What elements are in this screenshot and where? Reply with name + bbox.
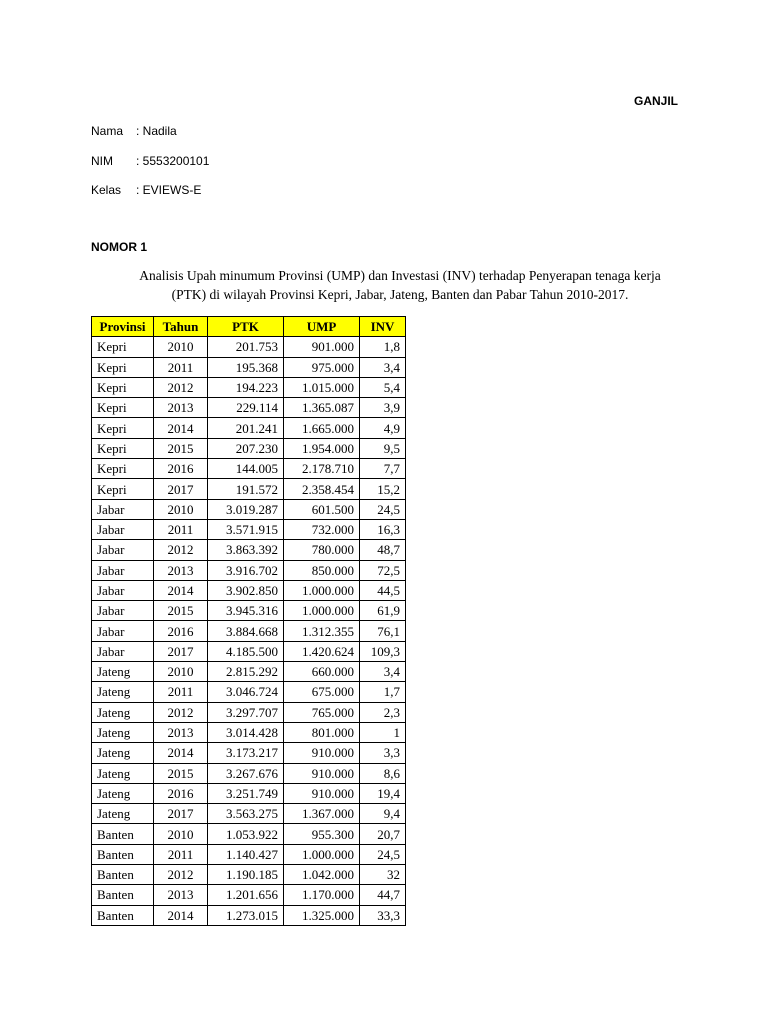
cell-inv: 3,3 (360, 743, 406, 763)
cell-inv: 8,6 (360, 763, 406, 783)
cell-ptk: 3.563.275 (208, 804, 284, 824)
description-line-1: Analisis Upah minumum Provinsi (UMP) dan Investasi (INV) terhadap Penyerapan tenaga kerja (139, 268, 661, 283)
cell-ptk: 1.201.656 (208, 885, 284, 905)
cell-inv: 15,2 (360, 479, 406, 499)
table-row (92, 804, 406, 824)
cell-inv: 4,9 (360, 418, 406, 438)
table-row (92, 844, 406, 864)
cell-ptk: 3.916.702 (208, 560, 284, 580)
cell-tahun: 2010 (154, 499, 208, 519)
cell-tahun: 2010 (154, 662, 208, 682)
table-row (92, 601, 406, 621)
cell-inv: 109,3 (360, 641, 406, 661)
cell-tahun: 2017 (154, 641, 208, 661)
cell-ump: 801.000 (284, 722, 360, 742)
table-row (92, 459, 406, 479)
cell-provinsi: Jateng (92, 804, 154, 824)
cell-inv: 9,5 (360, 438, 406, 458)
cell-tahun: 2017 (154, 479, 208, 499)
cell-provinsi: Banten (92, 905, 154, 925)
cell-ump: 780.000 (284, 540, 360, 560)
cell-ptk: 1.190.185 (208, 865, 284, 885)
cell-provinsi: Jateng (92, 702, 154, 722)
cell-tahun: 2010 (154, 824, 208, 844)
cell-provinsi: Kepri (92, 398, 154, 418)
cell-ptk: 4.185.500 (208, 641, 284, 661)
kelas-line (91, 183, 201, 197)
cell-tahun: 2011 (154, 844, 208, 864)
cell-inv: 1 (360, 722, 406, 742)
cell-provinsi: Banten (92, 844, 154, 864)
table-row (92, 398, 406, 418)
cell-ump: 660.000 (284, 662, 360, 682)
cell-ptk: 3.884.668 (208, 621, 284, 641)
table-row (92, 865, 406, 885)
cell-ump: 910.000 (284, 763, 360, 783)
cell-ptk: 1.273.015 (208, 905, 284, 925)
section-title: NOMOR 1 (91, 240, 148, 254)
description-line-2: (PTK) di wilayah Provinsi Kepri, Jabar, Jateng, Banten dan Pabar Tahun 2010-2017. (171, 287, 629, 302)
cell-inv: 24,5 (360, 844, 406, 864)
cell-inv: 19,4 (360, 783, 406, 803)
cell-ptk: 3.251.749 (208, 783, 284, 803)
header-ganjil: GANJIL (634, 94, 679, 108)
table-row (92, 763, 406, 783)
cell-ump: 1.015.000 (284, 377, 360, 397)
header-ptk: PTK (208, 317, 284, 337)
cell-ptk: 3.297.707 (208, 702, 284, 722)
cell-ptk: 195.368 (208, 357, 284, 377)
nim-line (91, 154, 209, 168)
cell-provinsi: Jabar (92, 560, 154, 580)
cell-inv: 48,7 (360, 540, 406, 560)
cell-ptk: 3.571.915 (208, 519, 284, 539)
table-header-row (92, 317, 406, 337)
cell-tahun: 2012 (154, 702, 208, 722)
cell-provinsi: Jabar (92, 519, 154, 539)
cell-ptk: 3.173.217 (208, 743, 284, 763)
cell-inv: 7,7 (360, 459, 406, 479)
table-row (92, 743, 406, 763)
table-row (92, 682, 406, 702)
cell-ptk: 194.223 (208, 377, 284, 397)
cell-ump: 975.000 (284, 357, 360, 377)
table-row (92, 824, 406, 844)
table-row (92, 479, 406, 499)
cell-tahun: 2014 (154, 418, 208, 438)
cell-inv: 5,4 (360, 377, 406, 397)
cell-ptk: 3.046.724 (208, 682, 284, 702)
cell-inv: 33,3 (360, 905, 406, 925)
cell-ump: 1.420.624 (284, 641, 360, 661)
description (120, 266, 680, 304)
cell-ptk: 1.140.427 (208, 844, 284, 864)
cell-tahun: 2016 (154, 621, 208, 641)
data-table (91, 316, 406, 926)
table-row (92, 337, 406, 357)
cell-provinsi: Jabar (92, 641, 154, 661)
cell-tahun: 2012 (154, 865, 208, 885)
cell-inv: 3,4 (360, 357, 406, 377)
cell-inv: 16,3 (360, 519, 406, 539)
header-provinsi: Provinsi (92, 317, 154, 337)
cell-tahun: 2014 (154, 905, 208, 925)
cell-inv: 1,8 (360, 337, 406, 357)
table-row (92, 519, 406, 539)
cell-ump: 732.000 (284, 519, 360, 539)
cell-ump: 1.954.000 (284, 438, 360, 458)
cell-inv: 44,5 (360, 580, 406, 600)
cell-ptk: 191.572 (208, 479, 284, 499)
cell-provinsi: Jabar (92, 540, 154, 560)
table-row (92, 499, 406, 519)
cell-provinsi: Kepri (92, 357, 154, 377)
cell-provinsi: Jateng (92, 662, 154, 682)
cell-tahun: 2012 (154, 540, 208, 560)
cell-inv: 72,5 (360, 560, 406, 580)
cell-tahun: 2011 (154, 357, 208, 377)
cell-tahun: 2011 (154, 682, 208, 702)
cell-provinsi: Jabar (92, 499, 154, 519)
cell-provinsi: Jabar (92, 621, 154, 641)
table-row (92, 641, 406, 661)
table-row (92, 357, 406, 377)
cell-ptk: 2.815.292 (208, 662, 284, 682)
table-row (92, 560, 406, 580)
cell-ump: 1.000.000 (284, 844, 360, 864)
cell-provinsi: Jateng (92, 722, 154, 742)
cell-tahun: 2013 (154, 560, 208, 580)
cell-inv: 3,9 (360, 398, 406, 418)
cell-provinsi: Kepri (92, 438, 154, 458)
cell-ptk: 3.267.676 (208, 763, 284, 783)
cell-provinsi: Jabar (92, 601, 154, 621)
cell-inv: 1,7 (360, 682, 406, 702)
cell-ump: 1.170.000 (284, 885, 360, 905)
cell-inv: 9,4 (360, 804, 406, 824)
table-row (92, 885, 406, 905)
cell-tahun: 2015 (154, 601, 208, 621)
cell-provinsi: Kepri (92, 479, 154, 499)
cell-ump: 2.178.710 (284, 459, 360, 479)
cell-ptk: 207.230 (208, 438, 284, 458)
cell-provinsi: Banten (92, 885, 154, 905)
cell-ump: 901.000 (284, 337, 360, 357)
table-row (92, 662, 406, 682)
cell-tahun: 2015 (154, 438, 208, 458)
cell-ump: 910.000 (284, 743, 360, 763)
cell-provinsi: Kepri (92, 459, 154, 479)
cell-ptk: 3.945.316 (208, 601, 284, 621)
cell-ump: 850.000 (284, 560, 360, 580)
cell-ump: 1.365.087 (284, 398, 360, 418)
cell-ump: 1.000.000 (284, 601, 360, 621)
cell-ump: 1.000.000 (284, 580, 360, 600)
cell-provinsi: Jateng (92, 682, 154, 702)
cell-ump: 1.325.000 (284, 905, 360, 925)
table-row (92, 438, 406, 458)
cell-tahun: 2010 (154, 337, 208, 357)
nama-label: Nama (91, 124, 124, 138)
table-row (92, 722, 406, 742)
cell-inv: 3,4 (360, 662, 406, 682)
cell-tahun: 2016 (154, 783, 208, 803)
cell-ump: 1.367.000 (284, 804, 360, 824)
cell-ptk: 1.053.922 (208, 824, 284, 844)
table-row (92, 540, 406, 560)
header-ump: UMP (284, 317, 360, 337)
cell-ptk: 3.019.287 (208, 499, 284, 519)
cell-inv: 44,7 (360, 885, 406, 905)
cell-ump: 1.312.355 (284, 621, 360, 641)
cell-provinsi: Kepri (92, 337, 154, 357)
nim-label: NIM (91, 154, 113, 168)
cell-ump: 601.500 (284, 499, 360, 519)
cell-ptk: 201.753 (208, 337, 284, 357)
header-tahun: Tahun (154, 317, 208, 337)
kelas-value: : EVIEWS-E (136, 183, 202, 197)
cell-ump: 955.300 (284, 824, 360, 844)
cell-ump: 765.000 (284, 702, 360, 722)
nim-value: : 5553200101 (136, 154, 210, 168)
cell-ump: 675.000 (284, 682, 360, 702)
table-row (92, 621, 406, 641)
cell-tahun: 2013 (154, 885, 208, 905)
kelas-label: Kelas (91, 183, 122, 197)
cell-ptk: 144.005 (208, 459, 284, 479)
cell-ptk: 201.241 (208, 418, 284, 438)
cell-inv: 61,9 (360, 601, 406, 621)
table-row (92, 783, 406, 803)
nama-line (91, 124, 177, 138)
cell-provinsi: Kepri (92, 418, 154, 438)
cell-tahun: 2014 (154, 743, 208, 763)
cell-provinsi: Banten (92, 824, 154, 844)
cell-inv: 2,3 (360, 702, 406, 722)
cell-inv: 32 (360, 865, 406, 885)
cell-provinsi: Jateng (92, 783, 154, 803)
cell-ptk: 3.902.850 (208, 580, 284, 600)
cell-ump: 1.665.000 (284, 418, 360, 438)
cell-inv: 24,5 (360, 499, 406, 519)
cell-ump: 1.042.000 (284, 865, 360, 885)
cell-ptk: 3.863.392 (208, 540, 284, 560)
cell-ptk: 3.014.428 (208, 722, 284, 742)
table-row (92, 377, 406, 397)
table-row (92, 905, 406, 925)
cell-ump: 910.000 (284, 783, 360, 803)
cell-tahun: 2011 (154, 519, 208, 539)
table-row (92, 580, 406, 600)
cell-provinsi: Kepri (92, 377, 154, 397)
cell-tahun: 2015 (154, 763, 208, 783)
cell-tahun: 2014 (154, 580, 208, 600)
header-inv: INV (360, 317, 406, 337)
cell-inv: 76,1 (360, 621, 406, 641)
cell-provinsi: Jateng (92, 763, 154, 783)
cell-provinsi: Jateng (92, 743, 154, 763)
nama-value: : Nadila (136, 124, 177, 138)
cell-tahun: 2013 (154, 722, 208, 742)
cell-tahun: 2012 (154, 377, 208, 397)
cell-provinsi: Jabar (92, 580, 154, 600)
cell-tahun: 2016 (154, 459, 208, 479)
cell-ptk: 229.114 (208, 398, 284, 418)
cell-tahun: 2013 (154, 398, 208, 418)
cell-ump: 2.358.454 (284, 479, 360, 499)
cell-provinsi: Banten (92, 865, 154, 885)
cell-inv: 20,7 (360, 824, 406, 844)
table-row (92, 702, 406, 722)
table-row (92, 418, 406, 438)
cell-tahun: 2017 (154, 804, 208, 824)
